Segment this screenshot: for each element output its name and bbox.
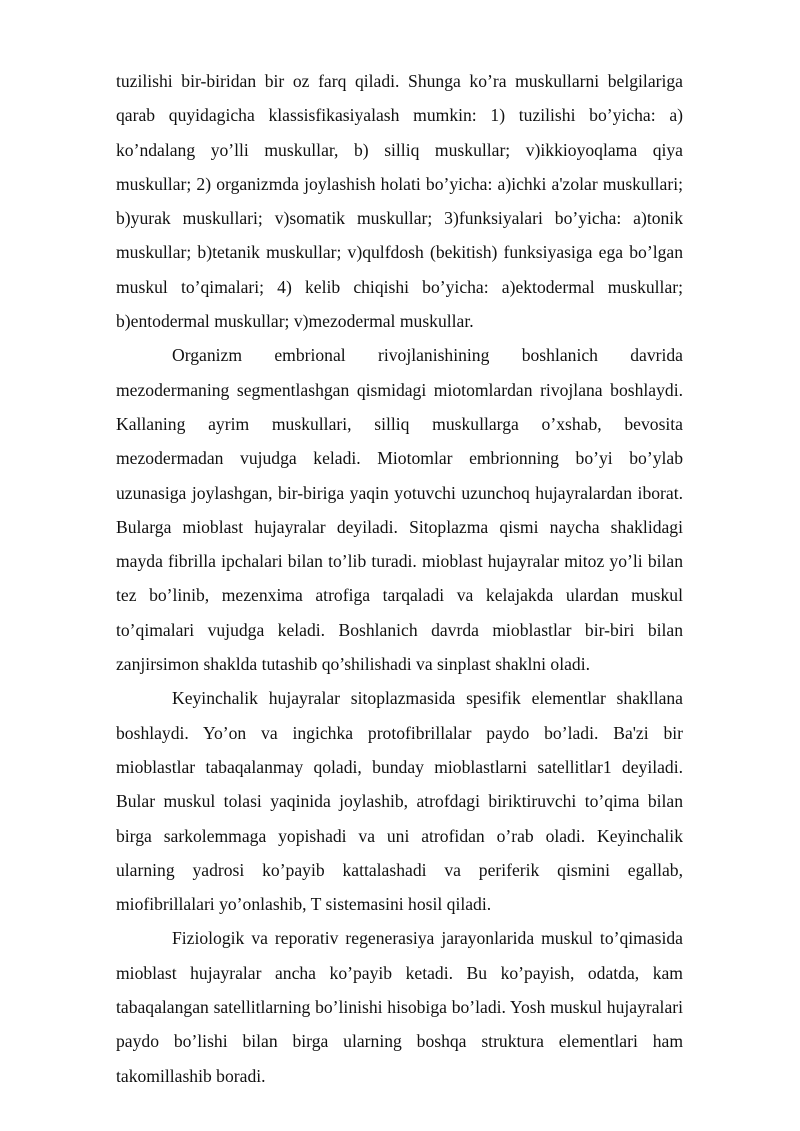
paragraph-satellite-cells: Keyinchalik hujayralar sitoplazmasida spesifik elementlar shakllana boshlaydi. Yo’on va ingichka protofibrillalar paydo bo’ladi. Ba'zi bir mioblastlar tabaqalanmay qoladi, bunday mioblastlarni satellitlar1 deyiladi. Bular muskul tolasi yaqinida joylashib, atrofdagi biriktiruvchi to’qima bilan birga sarkolemmaga yopishadi va uni atrofidan o’rab oladi. Keyinchalik ularning yadrosi ko’payib kattalashadi va periferik qismini egallab, miofibrillalari yo’onlashib, T sistemasini hosil qiladi. [116, 688, 683, 915]
document-page [116, 64, 683, 1093]
paragraph-classification: tuzilishi bir-biridan bir oz farq qiladi. Shunga ko’ra muskullarni belgilariga qarab quyidagicha klassisfikasiyalash mumkin: 1) tuzilishi bo’yicha: a) ko’ndalang yo’lli muskullar, b) silliq muskullar; v)ikkioyoqlama qiya muskullar; 2) organizmda joylashish holati bo’yicha: a)ichki a'zolar muskullari; b)yurak muskullari; v)somatik muskullar; 3)funksiyalari bo’yicha: a)tonik muskullar; b)tetanik muskullar; v)qulfdosh (bekitish) funksiyasiga ega bo’lgan muskul to’qimalari; 4) kelib chiqishi bo’yicha: a)ektodermal muskullar; b)entodermal muskullar; v)mezodermal muskullar. [116, 71, 683, 332]
paragraph-regeneration: Fiziologik va reporativ regenerasiya jarayonlarida muskul to’qimasida mioblast hujayralar ancha ko’payib ketadi. Bu ko’payish, odatda, kam tabaqalangan satellitlarning bo’linishi hisobiga bo’ladi. Yosh muskul hujayralari paydo bo’lishi bilan birga ularning boshqa struktura elementlari ham takomillashib boradi. [116, 928, 683, 1086]
paragraph-embryonic-development: Organizm embrional rivojlanishining boshlanich davrida mezodermaning segmentlashgan qismidagi miotomlardan rivojlana boshlaydi. Kallaning ayrim muskullari, silliq muskullarga o’xshab, bevosita mezodermadan vujudga keladi. Miotomlar embrionning bo’yi bo’ylab uzunasiga joylashgan, bir-biriga yaqin yotuvchi uzunchoq hujayralardan iborat. Bularga mioblast hujayralar deyiladi. Sitoplazma qismi naycha shaklidagi mayda fibrilla ipchalari bilan to’lib turadi. mioblast hujayralar mitoz yo’li bilan tez bo’linib, mezenxima atrofiga tarqaladi va kelajakda ulardan muskul to’qimalari vujudga keladi. Boshlanich davrda mioblastlar bir-biri bilan zanjirsimon shaklda tutashib qo’shilishadi va sinplast shaklni oladi. [116, 345, 683, 675]
